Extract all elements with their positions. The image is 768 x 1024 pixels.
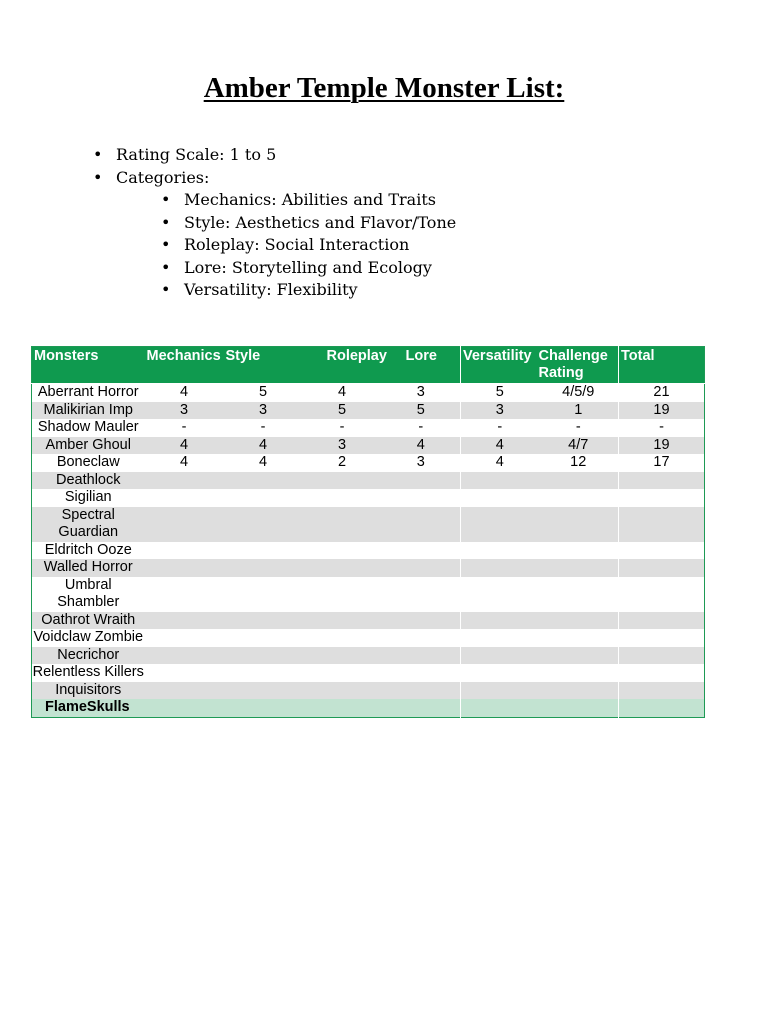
mechanics-cell [145, 489, 224, 507]
roleplay-cell [303, 559, 382, 577]
bullet-text: Rating Scale: 1 to 5 [116, 145, 277, 164]
mechanics-cell: 4 [145, 437, 224, 455]
lore-cell: 3 [382, 384, 461, 402]
style-cell [224, 542, 303, 560]
total-cell [619, 647, 705, 665]
versatility-cell [461, 542, 539, 560]
roleplay-cell: 2 [303, 454, 382, 472]
style-cell [224, 699, 303, 717]
table-row [32, 437, 705, 455]
total-cell [619, 507, 705, 542]
table-row [32, 384, 705, 402]
bullet-text: Roleplay: Social Interaction [184, 235, 410, 254]
challenge-rating-cell [539, 699, 619, 717]
challenge-rating-cell [539, 664, 619, 682]
challenge-rating-cell: 12 [539, 454, 619, 472]
roleplay-cell: 5 [303, 402, 382, 420]
lore-cell: - [382, 419, 461, 437]
monster-name-cell: Inquisitors [32, 682, 145, 700]
roleplay-cell [303, 629, 382, 647]
style-cell [224, 647, 303, 665]
table-row [32, 402, 705, 420]
style-cell: 3 [224, 402, 303, 420]
challenge-rating-cell [539, 629, 619, 647]
total-cell [619, 489, 705, 507]
total-cell [619, 559, 705, 577]
style-cell: - [224, 419, 303, 437]
style-cell [224, 664, 303, 682]
mechanics-cell: 4 [145, 454, 224, 472]
header-versatility: Versatility [461, 347, 539, 384]
bullet-item [93, 257, 456, 280]
total-cell: - [619, 419, 705, 437]
versatility-cell: - [461, 419, 539, 437]
table-row [32, 699, 705, 717]
table-row [32, 507, 705, 542]
bullet-glyph: • [161, 235, 171, 254]
mechanics-cell [145, 664, 224, 682]
roleplay-cell [303, 472, 382, 490]
header-style: Style [224, 347, 303, 384]
header-challenge-rating: Challenge Rating [539, 347, 619, 384]
versatility-cell [461, 682, 539, 700]
monster-name-cell: Boneclaw [32, 454, 145, 472]
bullet-glyph: • [161, 190, 171, 209]
bullet-item [93, 167, 456, 190]
roleplay-cell [303, 664, 382, 682]
lore-cell: 5 [382, 402, 461, 420]
roleplay-cell [303, 489, 382, 507]
versatility-cell: 4 [461, 437, 539, 455]
table-row [32, 542, 705, 560]
table-body [32, 384, 705, 718]
monster-name-cell: Eldritch Ooze [32, 542, 145, 560]
mechanics-cell [145, 629, 224, 647]
total-cell: 21 [619, 384, 705, 402]
total-cell [619, 577, 705, 612]
total-cell [619, 664, 705, 682]
bullet-glyph: • [161, 257, 171, 277]
table-row [32, 472, 705, 490]
total-cell [619, 629, 705, 647]
table-row [32, 454, 705, 472]
versatility-cell: 5 [461, 384, 539, 402]
mechanics-cell [145, 577, 224, 612]
bullet-text: Versatility: Flexibility [184, 280, 358, 299]
monster-name-cell: Malikirian Imp [32, 402, 145, 420]
mechanics-cell [145, 647, 224, 665]
roleplay-cell [303, 612, 382, 630]
versatility-cell: 3 [461, 402, 539, 420]
mechanics-cell: - [145, 419, 224, 437]
versatility-cell [461, 577, 539, 612]
monster-name-cell: Walled Horror [32, 559, 145, 577]
table-row [32, 629, 705, 647]
mechanics-cell [145, 559, 224, 577]
bullet-item [93, 212, 456, 235]
lore-cell: 4 [382, 437, 461, 455]
mechanics-cell [145, 699, 224, 717]
style-cell [224, 577, 303, 612]
challenge-rating-cell [539, 489, 619, 507]
total-cell [619, 472, 705, 490]
table-row [32, 489, 705, 507]
versatility-cell [461, 489, 539, 507]
bullet-glyph: • [161, 212, 171, 232]
bullet-item [93, 234, 456, 257]
monster-name-cell: Amber Ghoul [32, 437, 145, 455]
roleplay-cell: 3 [303, 437, 382, 455]
roleplay-cell [303, 682, 382, 700]
challenge-rating-cell: 1 [539, 402, 619, 420]
bullet-item [93, 279, 456, 302]
document-title: Amber Temple Monster List: [203, 72, 565, 104]
versatility-cell [461, 647, 539, 665]
table-header-row [32, 347, 705, 384]
header-monsters: Monsters [32, 347, 145, 384]
monster-table [31, 346, 705, 718]
versatility-cell [461, 664, 539, 682]
mechanics-cell [145, 682, 224, 700]
total-cell [619, 612, 705, 630]
mechanics-cell [145, 507, 224, 542]
monster-name-cell: Deathlock [32, 472, 145, 490]
lore-cell [382, 647, 461, 665]
roleplay-cell [303, 577, 382, 612]
versatility-cell [461, 612, 539, 630]
bullet-glyph: • [161, 280, 171, 299]
challenge-rating-cell: 4/5/9 [539, 384, 619, 402]
challenge-rating-cell [539, 542, 619, 560]
total-cell: 19 [619, 437, 705, 455]
challenge-rating-cell [539, 647, 619, 665]
style-cell [224, 612, 303, 630]
mechanics-cell [145, 612, 224, 630]
table-row [32, 559, 705, 577]
style-cell [224, 559, 303, 577]
lore-cell [382, 542, 461, 560]
mechanics-cell [145, 472, 224, 490]
lore-cell [382, 489, 461, 507]
style-cell [224, 629, 303, 647]
challenge-rating-cell [539, 612, 619, 630]
challenge-rating-cell: - [539, 419, 619, 437]
versatility-cell: 4 [461, 454, 539, 472]
roleplay-cell [303, 542, 382, 560]
lore-cell [382, 682, 461, 700]
lore-cell: 3 [382, 454, 461, 472]
monster-name-cell: Oathrot Wraith [32, 612, 145, 630]
rating-bullet-list [93, 144, 456, 302]
header-total: Total [619, 347, 705, 384]
header-roleplay: Roleplay [303, 347, 382, 384]
roleplay-cell: 4 [303, 384, 382, 402]
roleplay-cell: - [303, 419, 382, 437]
monster-name-cell: FlameSkulls [32, 699, 145, 717]
bullet-text: Categories: [116, 167, 210, 187]
versatility-cell [461, 472, 539, 490]
versatility-cell [461, 629, 539, 647]
roleplay-cell [303, 507, 382, 542]
challenge-rating-cell [539, 472, 619, 490]
roleplay-cell [303, 647, 382, 665]
monster-name-cell: Aberrant Horror [32, 384, 145, 402]
monster-name-cell: Relentless Killers [32, 664, 144, 680]
style-cell [224, 507, 303, 542]
mechanics-cell [145, 542, 224, 560]
monster-name-cell: Sigilian [32, 489, 145, 507]
versatility-cell [461, 559, 539, 577]
roleplay-cell [303, 699, 382, 717]
style-cell [224, 489, 303, 507]
lore-cell [382, 612, 461, 630]
style-cell: 5 [224, 384, 303, 402]
monster-name-cell: Spectral Guardian [32, 507, 145, 542]
bullet-item [93, 189, 456, 212]
monster-name-cell: Shadow Mauler [32, 419, 145, 437]
style-cell [224, 682, 303, 700]
bullet-text: Style: Aesthetics and Flavor/Tone [184, 212, 457, 232]
challenge-rating-cell: 4/7 [539, 437, 619, 455]
challenge-rating-cell [539, 682, 619, 700]
table-row [32, 612, 705, 630]
bullet-text: Mechanics: Abilities and Traits [184, 190, 436, 209]
lore-cell [382, 699, 461, 717]
versatility-cell [461, 507, 539, 542]
table-row [32, 647, 705, 665]
total-cell [619, 542, 705, 560]
lore-cell [382, 664, 461, 682]
mechanics-cell: 4 [145, 384, 224, 402]
total-cell: 19 [619, 402, 705, 420]
header-lore: Lore [382, 347, 461, 384]
lore-cell [382, 507, 461, 542]
style-cell: 4 [224, 454, 303, 472]
bullet-glyph: • [93, 167, 103, 187]
table-row [32, 664, 705, 682]
challenge-rating-cell [539, 559, 619, 577]
bullet-text: Lore: Storytelling and Ecology [184, 257, 432, 277]
style-cell: 4 [224, 437, 303, 455]
monster-name-cell: Necrichor [32, 647, 145, 665]
table-row [32, 682, 705, 700]
lore-cell [382, 577, 461, 612]
total-cell [619, 682, 705, 700]
bullet-glyph: • [93, 145, 103, 164]
table-row [32, 577, 705, 612]
lore-cell [382, 629, 461, 647]
challenge-rating-cell [539, 507, 619, 542]
versatility-cell [461, 699, 539, 717]
lore-cell [382, 472, 461, 490]
table-row [32, 419, 705, 437]
monster-name-cell: Voidclaw Zombie [33, 629, 144, 645]
monster-name-cell: Umbral Shambler [32, 577, 145, 612]
bullet-item [93, 144, 456, 167]
mechanics-cell: 3 [145, 402, 224, 420]
total-cell: 17 [619, 454, 705, 472]
total-cell [619, 699, 705, 717]
style-cell [224, 472, 303, 490]
challenge-rating-cell [539, 577, 619, 612]
lore-cell [382, 559, 461, 577]
header-mechanics: Mechanics [145, 347, 224, 384]
